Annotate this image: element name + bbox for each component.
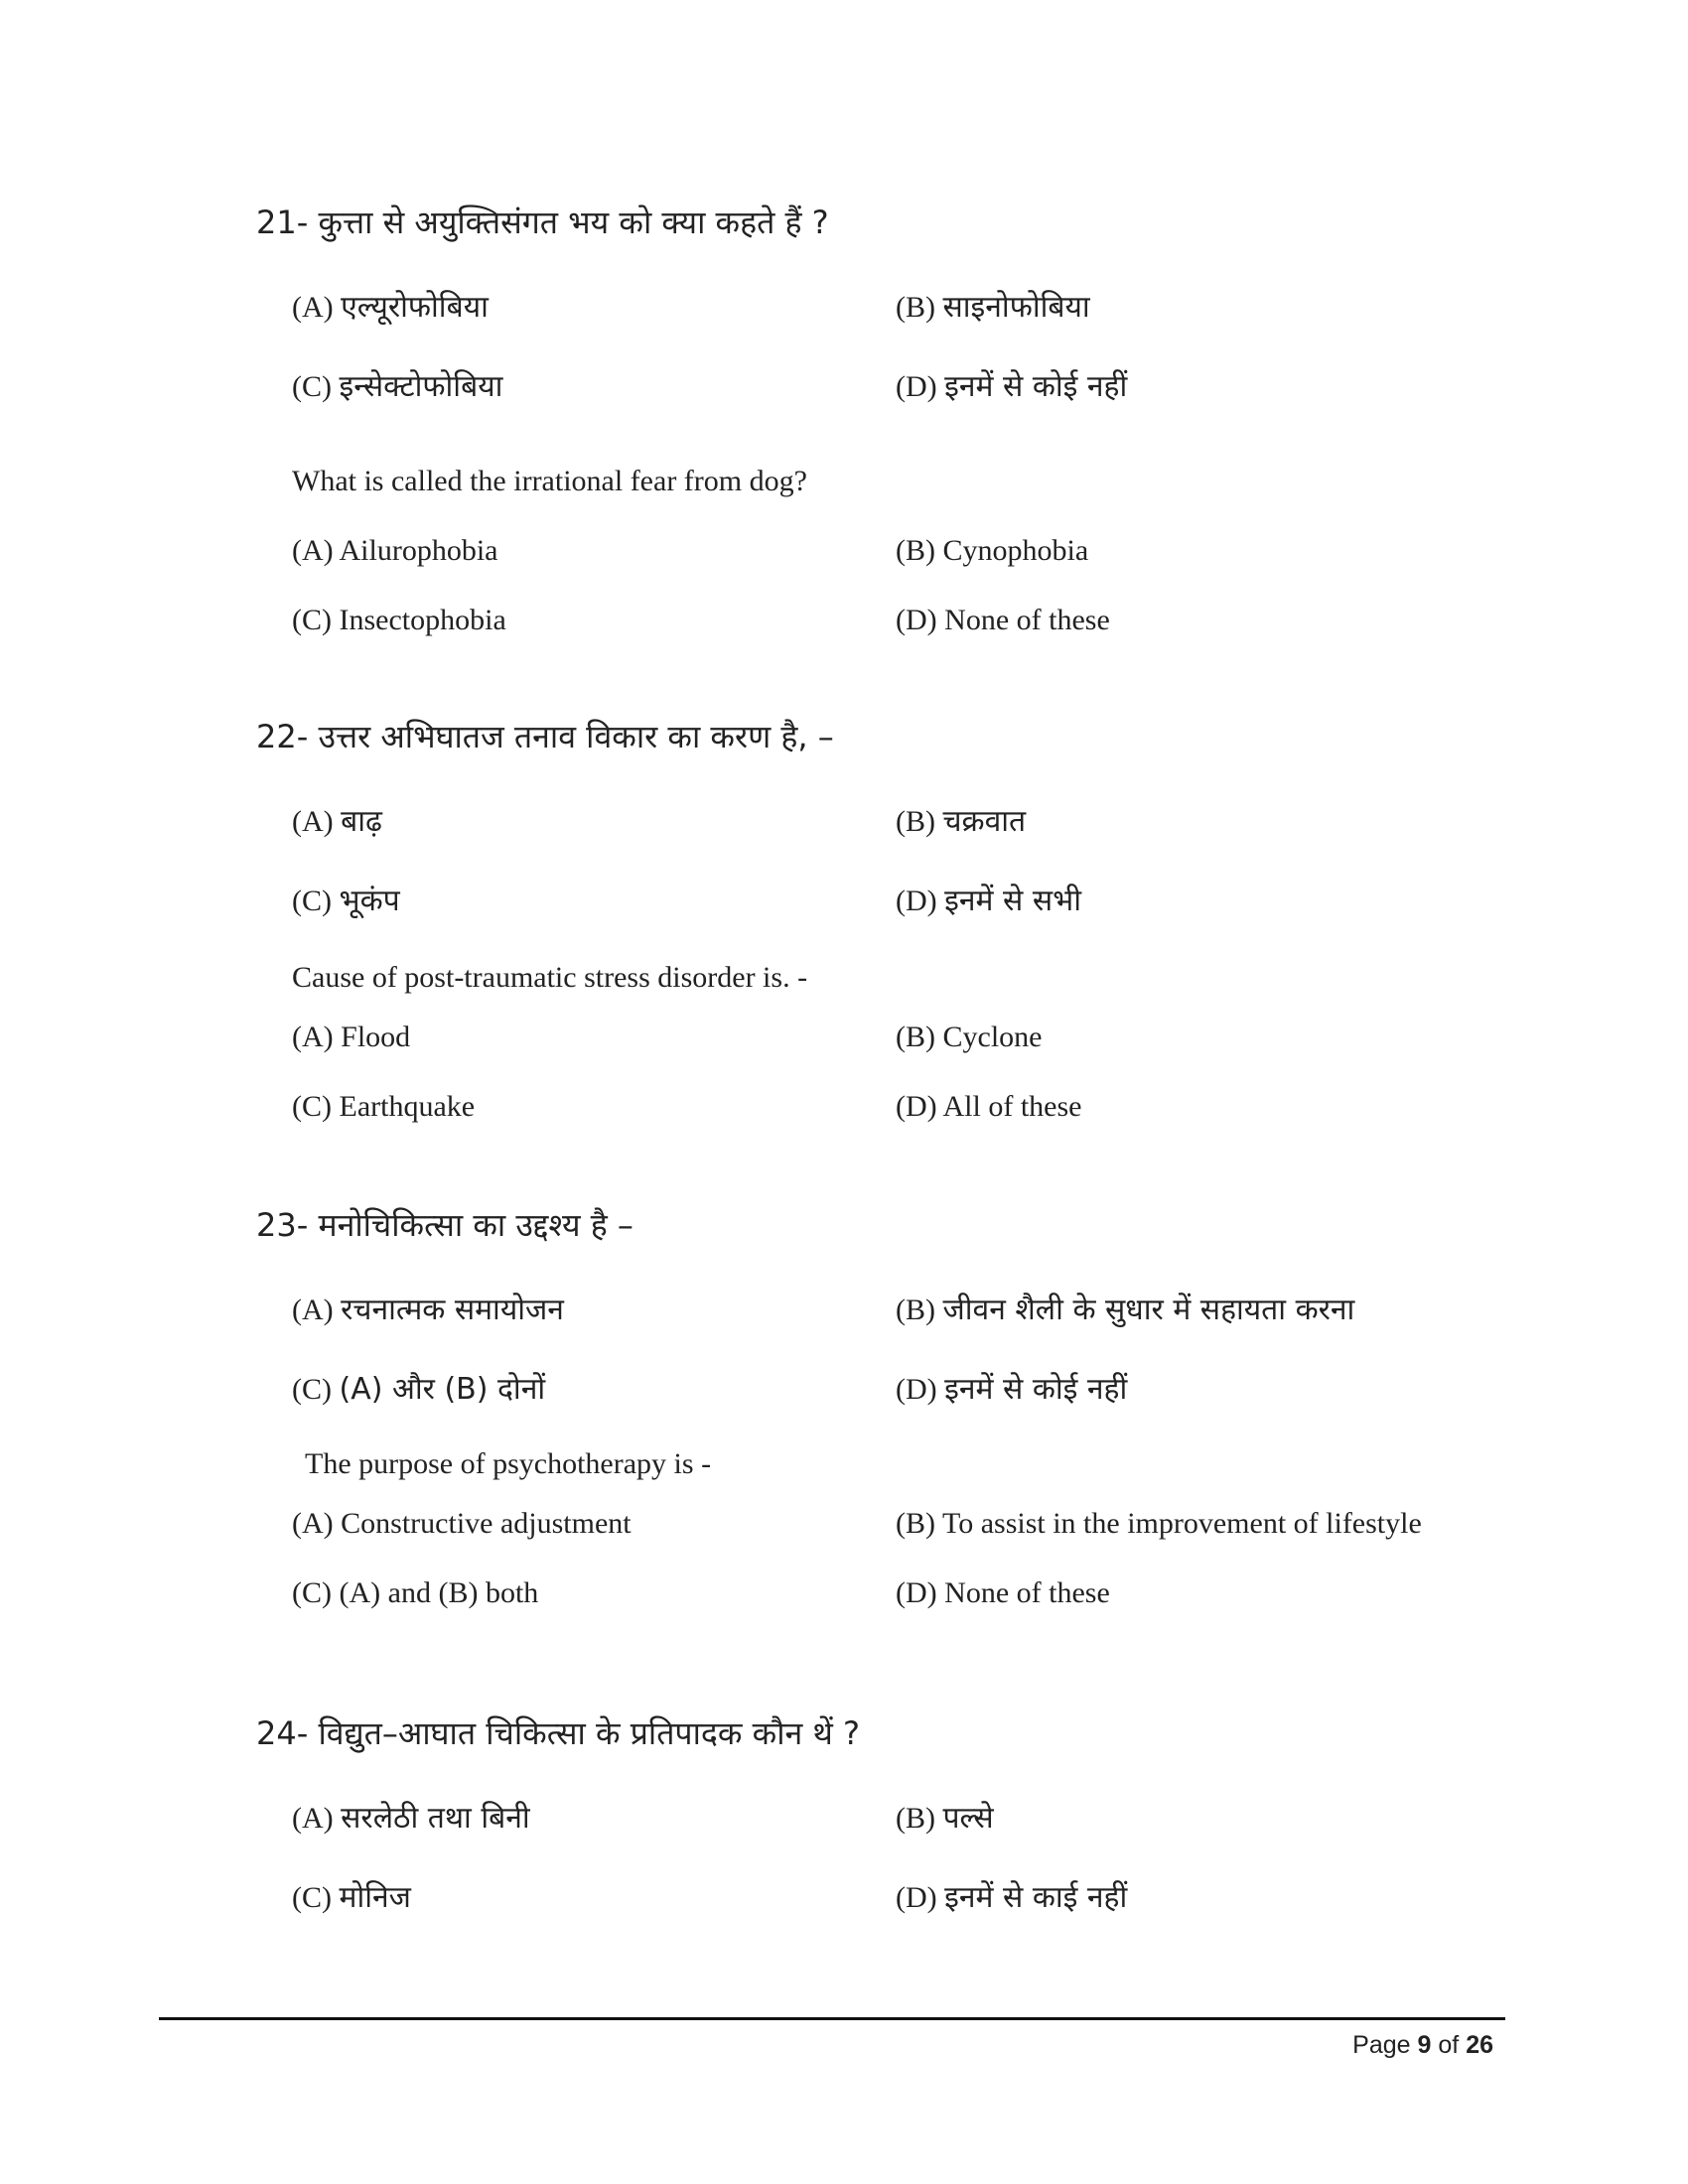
q21-hindi-option-c: (C) इन्सेक्टोफोबिया [292, 369, 503, 404]
question-22-hindi: 22- उत्तर अभिघातज तनाव विकार का करण है, – [256, 718, 834, 755]
q23-hindi-option-d: (D) इनमें से कोई नहीं [896, 1372, 1128, 1407]
question-23-hindi: 23- मनोचिकित्सा का उद्दश्य है – [256, 1206, 633, 1244]
q22-hindi-option-c: (C) भूकंप [292, 884, 400, 918]
q21-english-option-a: (A) Ailurophobia [292, 534, 498, 567]
q23-hindi-option-c: (C) (A) और (B) दोनों [292, 1372, 546, 1407]
question-23-english: The purpose of psychotherapy is - [305, 1447, 712, 1480]
question-24-hindi: 24- विद्युत–आघात चिकित्सा के प्रतिपादक कौन थें ? [256, 1714, 861, 1752]
footer-divider [159, 2017, 1505, 2020]
q22-hindi-option-b: (B) चक्रवात [896, 804, 1027, 839]
q23-hindi-option-a: (A) रचनात्मक समायोजन [292, 1293, 564, 1327]
q24-hindi-option-d: (D) इनमें से काई नहीं [896, 1880, 1128, 1915]
question-22-english: Cause of post-traumatic stress disorder is. - [292, 961, 808, 994]
q23-english-option-b: (B) To assist in the improvement of lifestyle [896, 1507, 1422, 1540]
page-number-footer [1352, 2031, 1493, 2060]
q21-english-option-c: (C) Insectophobia [292, 604, 506, 636]
q22-hindi-option-d: (D) इनमें से सभी [896, 884, 1081, 918]
q22-english-option-a: (A) Flood [292, 1021, 411, 1053]
q22-hindi-option-a: (A) बाढ़ [292, 804, 382, 839]
q22-english-option-c: (C) Earthquake [292, 1090, 476, 1123]
q24-hindi-option-b: (B) पल्से [896, 1801, 994, 1836]
q23-hindi-option-b: (B) जीवन शैली के सुधार में सहायता करना [896, 1293, 1355, 1327]
q23-english-option-d: (D) None of these [896, 1576, 1110, 1609]
q22-english-option-b: (B) Cyclone [896, 1021, 1043, 1053]
q21-hindi-option-b: (B) साइनोफोबिया [896, 290, 1090, 325]
q21-english-option-b: (B) Cynophobia [896, 534, 1089, 567]
page-number: 9 [1417, 2031, 1432, 2059]
q24-hindi-option-a: (A) सरलेठी तथा बिनी [292, 1801, 530, 1836]
question-21-english: What is called the irrational fear from dog? [292, 465, 807, 497]
q21-english-option-d: (D) None of these [896, 604, 1110, 636]
total-pages: 26 [1466, 2031, 1493, 2059]
q21-hindi-option-d: (D) इनमें से कोई नहीं [896, 369, 1128, 404]
q24-hindi-option-c: (C) मोनिज [292, 1880, 411, 1915]
q21-hindi-option-a: (A) एल्यूरोफोबिया [292, 290, 489, 325]
q23-english-option-c: (C) (A) and (B) both [292, 1576, 539, 1609]
q22-english-option-d: (D) All of these [896, 1090, 1082, 1123]
q23-english-option-a: (A) Constructive adjustment [292, 1507, 632, 1540]
page-word: Page [1352, 2031, 1411, 2059]
of-word: of [1438, 2031, 1460, 2059]
question-21-hindi: 21- कुत्ता से अयुक्तिसंगत भय को क्या कहते हैं ? [256, 204, 829, 241]
